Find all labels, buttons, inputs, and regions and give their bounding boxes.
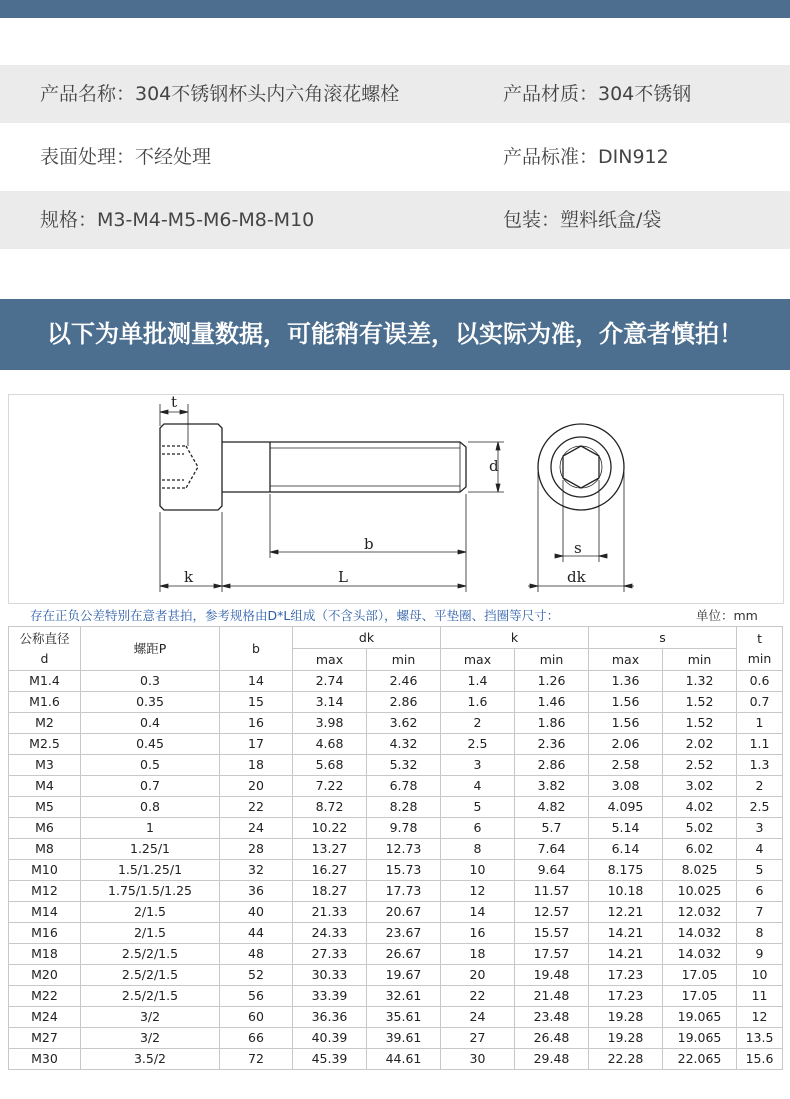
cell-k-max: 3 <box>441 755 515 776</box>
cell-s-min: 1.52 <box>663 713 737 734</box>
cell-s-max: 10.18 <box>589 881 663 902</box>
cell-t-min: 1.1 <box>737 734 783 755</box>
cell-dk-min: 4.32 <box>367 734 441 755</box>
cell-dk-max: 33.39 <box>293 986 367 1007</box>
cell-dk-max: 45.39 <box>293 1049 367 1070</box>
product-name: 产品名称：304不锈钢杯头内六角滚花螺栓 <box>40 83 400 105</box>
cell-diameter: M5 <box>9 797 81 818</box>
cell-b: 44 <box>220 923 293 944</box>
dim-label-dk: dk <box>567 568 586 586</box>
cell-diameter: M2.5 <box>9 734 81 755</box>
cell-t-min: 4 <box>737 839 783 860</box>
product-standard: 产品标准：DIN912 <box>503 146 669 168</box>
cell-k-min: 9.64 <box>515 860 589 881</box>
table-header-row <box>9 627 783 649</box>
cell-b: 72 <box>220 1049 293 1070</box>
cell-diameter: M12 <box>9 881 81 902</box>
cell-t-min: 3 <box>737 818 783 839</box>
cell-diameter: M8 <box>9 839 81 860</box>
cell-k-max: 2 <box>441 713 515 734</box>
cell-diameter: M6 <box>9 818 81 839</box>
cell-k-min: 3.82 <box>515 776 589 797</box>
cell-dk-max: 16.27 <box>293 860 367 881</box>
cell-diameter: M1.6 <box>9 692 81 713</box>
unit-label: 单位：mm <box>696 608 758 623</box>
cell-s-max: 17.23 <box>589 965 663 986</box>
cell-s-max: 1.56 <box>589 692 663 713</box>
table-row <box>9 755 783 776</box>
cell-pitch: 3/2 <box>81 1028 220 1049</box>
cell-diameter: M3 <box>9 755 81 776</box>
cell-s-min: 8.025 <box>663 860 737 881</box>
cell-diameter: M1.4 <box>9 671 81 692</box>
cell-k-min: 23.48 <box>515 1007 589 1028</box>
cell-pitch: 0.3 <box>81 671 220 692</box>
cell-k-max: 27 <box>441 1028 515 1049</box>
table-row <box>9 1028 783 1049</box>
table-row <box>9 839 783 860</box>
cell-s-max: 2.58 <box>589 755 663 776</box>
cell-s-min: 10.025 <box>663 881 737 902</box>
dim-label-t: t <box>171 394 178 411</box>
header-s: s <box>589 627 737 649</box>
cell-dk-min: 17.73 <box>367 881 441 902</box>
info-row-1 <box>0 65 790 123</box>
cell-b: 15 <box>220 692 293 713</box>
dim-label-d: d <box>489 457 499 475</box>
cell-pitch: 3.5/2 <box>81 1049 220 1070</box>
cell-s-max: 3.08 <box>589 776 663 797</box>
cell-dk-min: 8.28 <box>367 797 441 818</box>
cell-k-min: 21.48 <box>515 986 589 1007</box>
cell-k-max: 5 <box>441 797 515 818</box>
cell-k-min: 7.64 <box>515 839 589 860</box>
cell-s-min: 6.02 <box>663 839 737 860</box>
cell-dk-min: 3.62 <box>367 713 441 734</box>
cell-k-max: 4 <box>441 776 515 797</box>
cell-pitch: 0.45 <box>81 734 220 755</box>
cell-s-min: 14.032 <box>663 944 737 965</box>
cell-dk-max: 30.33 <box>293 965 367 986</box>
cell-pitch: 1.75/1.5/1.25 <box>81 881 220 902</box>
cell-s-max: 1.36 <box>589 671 663 692</box>
cell-s-max: 19.28 <box>589 1007 663 1028</box>
cell-s-min: 19.065 <box>663 1007 737 1028</box>
cell-diameter: M10 <box>9 860 81 881</box>
cell-s-max: 8.175 <box>589 860 663 881</box>
cell-t-min: 12 <box>737 1007 783 1028</box>
table-body <box>9 671 783 1070</box>
header-pitch: 螺距P <box>81 627 220 671</box>
cell-dk-max: 4.68 <box>293 734 367 755</box>
table-row <box>9 881 783 902</box>
cell-dk-max: 2.74 <box>293 671 367 692</box>
cell-s-max: 2.06 <box>589 734 663 755</box>
table-row <box>9 860 783 881</box>
cell-pitch: 0.5 <box>81 755 220 776</box>
cell-dk-min: 23.67 <box>367 923 441 944</box>
table-row <box>9 776 783 797</box>
cell-dk-min: 2.46 <box>367 671 441 692</box>
header-t: t min <box>737 627 783 671</box>
note-text: 存在正负公差特别在意者甚拍，参考规格由D*L组成（不含头部），螺母、平垫圈、挡圈等尺寸： <box>30 608 560 623</box>
table-row <box>9 1049 783 1070</box>
table-row <box>9 923 783 944</box>
cell-t-min: 11 <box>737 986 783 1007</box>
cell-s-max: 14.21 <box>589 944 663 965</box>
cell-dk-max: 13.27 <box>293 839 367 860</box>
size-note <box>8 606 782 626</box>
cell-pitch: 0.4 <box>81 713 220 734</box>
cell-k-min: 26.48 <box>515 1028 589 1049</box>
cell-k-min: 29.48 <box>515 1049 589 1070</box>
cell-dk-min: 6.78 <box>367 776 441 797</box>
table-row <box>9 692 783 713</box>
header-k: k <box>441 627 589 649</box>
product-material: 产品材质：304不锈钢 <box>503 83 692 105</box>
cell-k-max: 16 <box>441 923 515 944</box>
cell-b: 48 <box>220 944 293 965</box>
cell-pitch: 0.35 <box>81 692 220 713</box>
cell-t-min: 10 <box>737 965 783 986</box>
cell-t-min: 5 <box>737 860 783 881</box>
cell-b: 56 <box>220 986 293 1007</box>
cell-k-max: 14 <box>441 902 515 923</box>
table-row <box>9 965 783 986</box>
cell-k-min: 5.7 <box>515 818 589 839</box>
cell-b: 17 <box>220 734 293 755</box>
cell-t-min: 2 <box>737 776 783 797</box>
cell-pitch: 2.5/2/1.5 <box>81 944 220 965</box>
cell-dk-min: 26.67 <box>367 944 441 965</box>
cell-pitch: 2/1.5 <box>81 923 220 944</box>
cell-pitch: 0.8 <box>81 797 220 818</box>
header-b: b <box>220 627 293 671</box>
cell-k-max: 1.6 <box>441 692 515 713</box>
cell-pitch: 1.25/1 <box>81 839 220 860</box>
cell-b: 16 <box>220 713 293 734</box>
dim-label-L: L <box>338 568 348 586</box>
cell-k-min: 2.36 <box>515 734 589 755</box>
cell-diameter: M18 <box>9 944 81 965</box>
cell-k-max: 12 <box>441 881 515 902</box>
cell-s-max: 5.14 <box>589 818 663 839</box>
cell-s-max: 14.21 <box>589 923 663 944</box>
cell-dk-max: 18.27 <box>293 881 367 902</box>
table-row <box>9 671 783 692</box>
cell-t-min: 9 <box>737 944 783 965</box>
cell-b: 24 <box>220 818 293 839</box>
cell-dk-min: 19.67 <box>367 965 441 986</box>
cell-s-min: 2.52 <box>663 755 737 776</box>
table-row <box>9 713 783 734</box>
cell-s-min: 14.032 <box>663 923 737 944</box>
cell-s-min: 1.32 <box>663 671 737 692</box>
cell-diameter: M20 <box>9 965 81 986</box>
cell-k-min: 1.46 <box>515 692 589 713</box>
cell-dk-min: 39.61 <box>367 1028 441 1049</box>
cell-b: 60 <box>220 1007 293 1028</box>
cell-diameter: M16 <box>9 923 81 944</box>
header-k-min: min <box>515 649 589 671</box>
cell-b: 66 <box>220 1028 293 1049</box>
cell-pitch: 2.5/2/1.5 <box>81 986 220 1007</box>
dim-label-k: k <box>184 568 194 586</box>
cell-diameter: M30 <box>9 1049 81 1070</box>
cell-dk-max: 36.36 <box>293 1007 367 1028</box>
dim-label-s: s <box>574 539 582 557</box>
cell-s-min: 3.02 <box>663 776 737 797</box>
cell-s-max: 1.56 <box>589 713 663 734</box>
cell-diameter: M4 <box>9 776 81 797</box>
cell-dk-min: 9.78 <box>367 818 441 839</box>
cell-k-max: 2.5 <box>441 734 515 755</box>
cell-s-min: 19.065 <box>663 1028 737 1049</box>
cell-k-min: 17.57 <box>515 944 589 965</box>
surface-treatment: 表面处理：不经处理 <box>40 146 212 168</box>
cell-dk-min: 5.32 <box>367 755 441 776</box>
info-row-3 <box>0 191 790 249</box>
cell-k-max: 8 <box>441 839 515 860</box>
cell-k-max: 24 <box>441 1007 515 1028</box>
cell-k-min: 4.82 <box>515 797 589 818</box>
cell-dk-max: 5.68 <box>293 755 367 776</box>
cell-t-min: 7 <box>737 902 783 923</box>
cell-b: 28 <box>220 839 293 860</box>
table-row <box>9 797 783 818</box>
cell-s-min: 4.02 <box>663 797 737 818</box>
packaging: 包装：塑料纸盒/袋 <box>503 209 662 231</box>
cell-diameter: M27 <box>9 1028 81 1049</box>
cell-k-min: 1.26 <box>515 671 589 692</box>
cell-dk-max: 3.98 <box>293 713 367 734</box>
header-dk: dk <box>293 627 441 649</box>
cell-dk-max: 40.39 <box>293 1028 367 1049</box>
cell-t-min: 2.5 <box>737 797 783 818</box>
cell-s-min: 17.05 <box>663 986 737 1007</box>
cell-t-min: 6 <box>737 881 783 902</box>
cell-s-max: 12.21 <box>589 902 663 923</box>
cell-t-min: 15.6 <box>737 1049 783 1070</box>
table-row <box>9 1007 783 1028</box>
cell-s-max: 4.095 <box>589 797 663 818</box>
cell-pitch: 1.5/1.25/1 <box>81 860 220 881</box>
cell-k-max: 18 <box>441 944 515 965</box>
cell-t-min: 1.3 <box>737 755 783 776</box>
cell-k-min: 12.57 <box>515 902 589 923</box>
cell-t-min: 13.5 <box>737 1028 783 1049</box>
spec: 规格：M3-M4-M5-M6-M8-M10 <box>40 209 315 231</box>
cell-dk-min: 20.67 <box>367 902 441 923</box>
cell-pitch: 2.5/2/1.5 <box>81 965 220 986</box>
cell-diameter: M24 <box>9 1007 81 1028</box>
header-s-min: min <box>663 649 737 671</box>
cell-k-min: 11.57 <box>515 881 589 902</box>
spec-table <box>8 626 783 1070</box>
cell-dk-min: 32.61 <box>367 986 441 1007</box>
cell-s-max: 17.23 <box>589 986 663 1007</box>
table-row <box>9 734 783 755</box>
table-row <box>9 902 783 923</box>
cell-k-max: 1.4 <box>441 671 515 692</box>
cell-pitch: 0.7 <box>81 776 220 797</box>
cell-s-min: 17.05 <box>663 965 737 986</box>
cell-dk-max: 8.72 <box>293 797 367 818</box>
table-row <box>9 818 783 839</box>
cell-pitch: 3/2 <box>81 1007 220 1028</box>
cell-k-max: 20 <box>441 965 515 986</box>
top-bar <box>0 0 790 18</box>
dim-label-b: b <box>364 535 374 553</box>
cell-dk-max: 7.22 <box>293 776 367 797</box>
cell-k-max: 22 <box>441 986 515 1007</box>
cell-k-min: 19.48 <box>515 965 589 986</box>
cell-s-min: 5.02 <box>663 818 737 839</box>
cell-diameter: M2 <box>9 713 81 734</box>
cell-b: 52 <box>220 965 293 986</box>
cell-s-min: 22.065 <box>663 1049 737 1070</box>
cell-k-max: 10 <box>441 860 515 881</box>
header-s-max: max <box>589 649 663 671</box>
cell-b: 18 <box>220 755 293 776</box>
cell-s-min: 12.032 <box>663 902 737 923</box>
header-diameter: 公称直径 d <box>9 627 81 671</box>
cell-t-min: 0.7 <box>737 692 783 713</box>
cell-b: 40 <box>220 902 293 923</box>
cell-s-max: 19.28 <box>589 1028 663 1049</box>
cell-dk-min: 35.61 <box>367 1007 441 1028</box>
table-row <box>9 944 783 965</box>
cell-dk-max: 3.14 <box>293 692 367 713</box>
cell-t-min: 8 <box>737 923 783 944</box>
cell-pitch: 1 <box>81 818 220 839</box>
cell-b: 36 <box>220 881 293 902</box>
cell-pitch: 2/1.5 <box>81 902 220 923</box>
cell-k-max: 30 <box>441 1049 515 1070</box>
notice-banner: 以下为单批测量数据，可能稍有误差，以实际为准，介意者慎拍！ <box>0 299 790 370</box>
cell-dk-max: 10.22 <box>293 818 367 839</box>
header-k-max: max <box>441 649 515 671</box>
cell-k-min: 1.86 <box>515 713 589 734</box>
cell-dk-max: 21.33 <box>293 902 367 923</box>
header-dk-max: max <box>293 649 367 671</box>
cell-dk-max: 24.33 <box>293 923 367 944</box>
cell-s-max: 22.28 <box>589 1049 663 1070</box>
cell-b: 22 <box>220 797 293 818</box>
header-dk-min: min <box>367 649 441 671</box>
cell-dk-min: 44.61 <box>367 1049 441 1070</box>
cell-t-min: 1 <box>737 713 783 734</box>
table-row <box>9 986 783 1007</box>
cell-dk-min: 2.86 <box>367 692 441 713</box>
cell-k-min: 15.57 <box>515 923 589 944</box>
cell-k-min: 2.86 <box>515 755 589 776</box>
cell-dk-min: 15.73 <box>367 860 441 881</box>
cell-dk-min: 12.73 <box>367 839 441 860</box>
cell-diameter: M14 <box>9 902 81 923</box>
cell-t-min: 0.6 <box>737 671 783 692</box>
cell-s-max: 6.14 <box>589 839 663 860</box>
cell-k-max: 6 <box>441 818 515 839</box>
cell-b: 20 <box>220 776 293 797</box>
bolt-diagram <box>8 394 784 604</box>
cell-diameter: M22 <box>9 986 81 1007</box>
cell-s-min: 1.52 <box>663 692 737 713</box>
cell-b: 32 <box>220 860 293 881</box>
cell-dk-max: 27.33 <box>293 944 367 965</box>
cell-b: 14 <box>220 671 293 692</box>
info-row-2 <box>0 128 790 186</box>
cell-s-min: 2.02 <box>663 734 737 755</box>
